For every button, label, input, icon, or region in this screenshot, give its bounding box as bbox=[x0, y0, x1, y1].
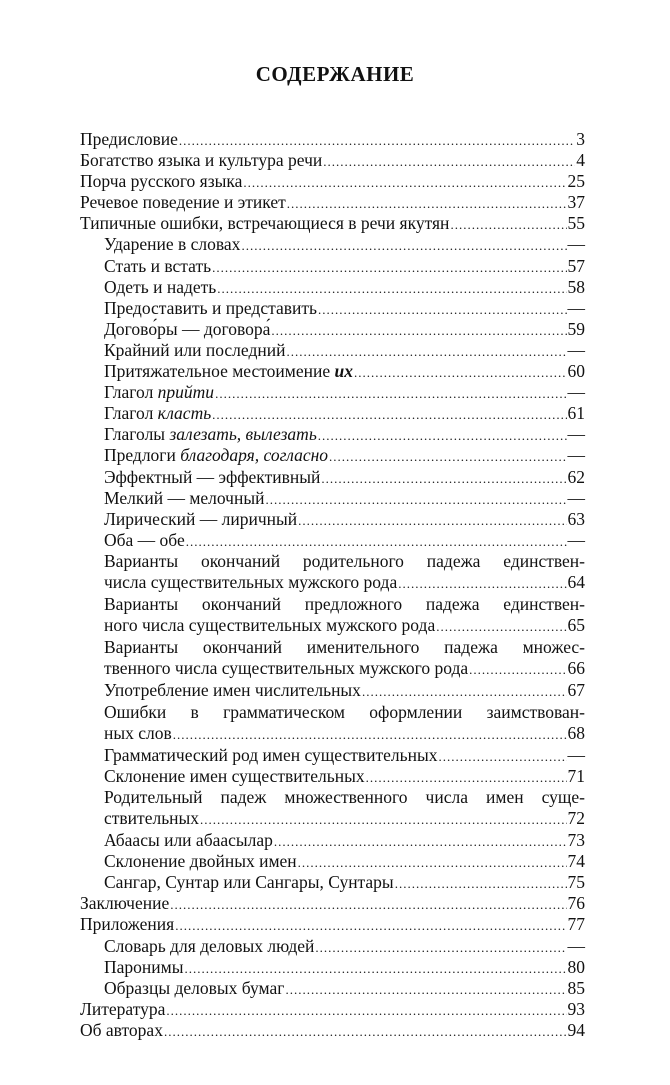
toc-entry[interactable] bbox=[80, 171, 585, 192]
toc-entry-title: Абаасы или абаасылар bbox=[104, 830, 273, 851]
page-number: 72 bbox=[567, 808, 585, 828]
toc-subentry[interactable] bbox=[104, 277, 585, 298]
page-number: 71 bbox=[567, 765, 585, 786]
page-number: 63 bbox=[567, 508, 585, 529]
dot-leader bbox=[318, 299, 567, 320]
page-number: — bbox=[567, 339, 585, 360]
dot-leader bbox=[318, 425, 567, 446]
page-number: 76 bbox=[567, 893, 585, 914]
toc-entry-title: Глагол прийти bbox=[104, 382, 215, 403]
dot-leader bbox=[164, 1021, 567, 1042]
toc-subentry[interactable] bbox=[104, 509, 585, 530]
toc-subentry[interactable] bbox=[104, 872, 585, 893]
dot-leader bbox=[354, 362, 566, 383]
toc-entry-title-line: Ошибки в грамматическом оформлении заимствован- bbox=[104, 701, 585, 722]
toc-subentry[interactable] bbox=[104, 319, 585, 340]
dot-leader bbox=[323, 151, 575, 172]
page-number: — bbox=[567, 744, 585, 765]
dot-leader bbox=[170, 894, 566, 915]
toc-entry-title: Мелкий — мелочный bbox=[104, 487, 265, 508]
toc-subentry[interactable] bbox=[104, 702, 585, 745]
page-number: 58 bbox=[567, 276, 585, 297]
toc-entry-title: Литература bbox=[80, 998, 166, 1019]
toc-entry[interactable] bbox=[80, 1020, 585, 1041]
toc-entry-title: Глаголы залезать, вылезать bbox=[104, 424, 317, 445]
toc-subentry[interactable] bbox=[104, 637, 585, 680]
dot-leader bbox=[173, 724, 567, 745]
dot-leader bbox=[215, 383, 566, 404]
toc-entry-title: Ударение в словах bbox=[104, 234, 241, 255]
page-number: 60 bbox=[567, 361, 585, 382]
toc-entry-title: Одеть и надеть bbox=[104, 276, 217, 297]
toc-subentry[interactable] bbox=[104, 551, 585, 594]
toc-entry-title: Порча русского языка bbox=[80, 171, 243, 192]
toc-subentry[interactable] bbox=[104, 830, 585, 851]
toc-entry-title: Оба — обе bbox=[104, 529, 185, 550]
toc-entry-title: Предлоги благодаря, согласно bbox=[104, 445, 329, 466]
toc-subentry[interactable] bbox=[104, 957, 585, 978]
toc-subentry[interactable] bbox=[104, 382, 585, 403]
toc-subentry[interactable] bbox=[104, 256, 585, 277]
toc-entry-title: числа существительных мужского рода bbox=[104, 571, 398, 592]
page-number: 85 bbox=[567, 977, 585, 998]
toc-entry-title: Типичные ошибки, встречающиеся в речи якутян bbox=[80, 213, 450, 234]
toc-subentry[interactable] bbox=[104, 234, 585, 255]
page-number: 62 bbox=[567, 466, 585, 487]
toc-subentry[interactable] bbox=[104, 787, 585, 830]
page-number: 67 bbox=[567, 680, 585, 701]
toc-subentry[interactable] bbox=[104, 594, 585, 637]
toc-entry-title: ствительных bbox=[104, 808, 200, 828]
toc-entry-title: Об авторах bbox=[80, 1019, 163, 1040]
dot-leader bbox=[436, 616, 566, 637]
dot-leader bbox=[184, 958, 566, 979]
dot-leader bbox=[186, 531, 567, 552]
dot-leader bbox=[450, 214, 566, 235]
toc-entry-title: Паронимы bbox=[104, 956, 184, 977]
page-title: СОДЕРЖАНИЕ bbox=[255, 62, 415, 86]
toc-entry-title: Речевое поведение и этикет bbox=[80, 192, 286, 213]
page-number: 4 bbox=[576, 150, 585, 171]
toc-entry-title-line: Варианты окончаний родительного падежа единствен- bbox=[104, 550, 585, 571]
toc-subentry[interactable] bbox=[104, 530, 585, 551]
toc-entry-title: Притяжательное местоимение их bbox=[104, 361, 354, 382]
page-number: 80 bbox=[567, 956, 585, 977]
dot-leader bbox=[274, 831, 567, 852]
toc-entry-title: Склонение имен существительных bbox=[104, 765, 365, 786]
dot-leader bbox=[315, 937, 566, 958]
dot-leader bbox=[243, 172, 566, 193]
toc-entry-title: Крайний или последний bbox=[104, 339, 286, 360]
toc-entry-title-line: Варианты окончаний предложного падежа единствен- bbox=[104, 594, 585, 615]
page-number: 75 bbox=[567, 872, 585, 893]
toc-subentry[interactable] bbox=[104, 445, 585, 466]
dot-leader bbox=[469, 659, 566, 680]
page-number: — bbox=[567, 487, 585, 508]
toc-entry-title: Употребление имен числительных bbox=[104, 680, 361, 701]
page-number: 65 bbox=[567, 615, 585, 636]
toc-subentry[interactable] bbox=[104, 403, 585, 424]
toc-subentry[interactable] bbox=[104, 361, 585, 382]
page-number: 61 bbox=[567, 403, 585, 424]
toc-subentry[interactable] bbox=[104, 467, 585, 488]
toc-subentry[interactable] bbox=[104, 340, 585, 361]
page-number: — bbox=[567, 935, 585, 956]
page-number: 64 bbox=[567, 571, 585, 592]
toc-entry-title: Приложения bbox=[80, 914, 175, 935]
dot-leader bbox=[398, 573, 566, 594]
toc-entry-title: Богатство языка и культура речи bbox=[80, 150, 323, 171]
page-number: 59 bbox=[567, 318, 585, 339]
toc-entry-title: Глагол класть bbox=[104, 403, 212, 424]
dot-leader bbox=[298, 852, 567, 873]
page-number: 68 bbox=[567, 722, 585, 743]
page-number: — bbox=[567, 445, 585, 466]
toc-entry[interactable] bbox=[80, 150, 585, 171]
toc-entry[interactable] bbox=[80, 129, 585, 150]
toc-subentry[interactable] bbox=[104, 298, 585, 319]
toc-entry-title-line: Родительный падеж множественного числа имен суще- bbox=[104, 786, 585, 807]
toc-subentry[interactable] bbox=[104, 680, 585, 701]
dot-leader bbox=[286, 341, 566, 362]
toc-entry-title: Заключение bbox=[80, 893, 170, 914]
toc-entry-italic-term: их bbox=[334, 361, 354, 382]
toc-entry-title: Эффектный — эффективный bbox=[104, 466, 321, 487]
toc-subentry[interactable] bbox=[104, 488, 585, 509]
dot-leader bbox=[285, 979, 566, 1000]
page-number: 73 bbox=[567, 830, 585, 851]
toc-entry-italic-term: класть bbox=[157, 403, 212, 424]
toc-subentry[interactable] bbox=[104, 978, 585, 999]
dot-leader bbox=[217, 278, 566, 299]
toc-entry-title: Словарь для деловых людей bbox=[104, 935, 315, 956]
dot-leader bbox=[212, 257, 566, 278]
toc-entry-title: Предоставить и представить bbox=[104, 297, 317, 318]
toc-entry-title: Догово́ры — договора́ bbox=[104, 318, 271, 339]
toc-entry[interactable] bbox=[80, 213, 585, 234]
toc-entry[interactable] bbox=[80, 999, 585, 1020]
toc-entry-title: Склонение двойных имен bbox=[104, 851, 297, 872]
page-number: — bbox=[567, 297, 585, 318]
toc-entry-title: Образцы деловых бумаг bbox=[104, 977, 285, 998]
toc-entry-title: Сангар, Сунтар или Сангары, Сунтары bbox=[104, 872, 394, 893]
toc-entry-title: ных слов bbox=[104, 722, 172, 743]
table-of-contents bbox=[0, 129, 670, 1041]
toc-entry-title: Грамматический род имен существительных bbox=[104, 744, 438, 765]
toc-subentry[interactable] bbox=[104, 745, 585, 766]
dot-leader bbox=[298, 510, 566, 531]
toc-entry-italic-term: благодаря, согласно bbox=[180, 445, 329, 466]
toc-subentry[interactable] bbox=[104, 766, 585, 787]
toc-entry-italic-term: прийти bbox=[157, 382, 215, 403]
toc-entry-title: Лирический — лиричный bbox=[104, 508, 298, 529]
toc-entry-title: Стать и встать bbox=[104, 255, 212, 276]
dot-leader bbox=[366, 767, 567, 788]
page-number: 94 bbox=[567, 1019, 585, 1040]
toc-subentry[interactable] bbox=[104, 936, 585, 957]
page-number: 93 bbox=[567, 998, 585, 1019]
toc-entry-title: ного числа существительных мужского рода bbox=[104, 615, 436, 636]
toc-entry-title: твенного числа существительных мужского рода bbox=[104, 658, 469, 679]
dot-leader bbox=[241, 235, 566, 256]
toc-entry-title-line: Варианты окончаний именительного падежа множес- bbox=[104, 637, 585, 658]
toc-entry[interactable] bbox=[80, 192, 585, 213]
dot-leader bbox=[287, 193, 567, 214]
dot-leader bbox=[212, 404, 566, 425]
page-number: 57 bbox=[567, 255, 585, 276]
toc-entry[interactable] bbox=[80, 893, 585, 914]
page-number: — bbox=[567, 234, 585, 255]
dot-leader bbox=[265, 489, 566, 510]
dot-leader bbox=[179, 130, 575, 151]
toc-entry-title: Предисловие bbox=[80, 129, 178, 149]
dot-leader bbox=[395, 873, 567, 894]
dot-leader bbox=[439, 746, 567, 767]
dot-leader bbox=[166, 1000, 566, 1021]
dot-leader bbox=[200, 809, 566, 830]
page-number: 55 bbox=[567, 213, 585, 234]
dot-leader bbox=[329, 446, 566, 467]
page-number: — bbox=[567, 382, 585, 403]
toc-entry[interactable] bbox=[80, 914, 585, 935]
toc-entry-italic-term: залезать, вылезать bbox=[169, 424, 317, 445]
dot-leader bbox=[271, 320, 566, 341]
page-number: — bbox=[567, 529, 585, 550]
dot-leader bbox=[321, 468, 566, 489]
dot-leader bbox=[362, 681, 567, 702]
toc-subentry[interactable] bbox=[104, 851, 585, 872]
page-number: 37 bbox=[567, 192, 585, 213]
page-number: 3 bbox=[576, 129, 585, 149]
page-number: 77 bbox=[567, 914, 585, 935]
page-number: 25 bbox=[567, 171, 585, 192]
toc-subentry[interactable] bbox=[104, 424, 585, 445]
page-number: — bbox=[567, 424, 585, 445]
page-number: 66 bbox=[567, 658, 585, 679]
page-number: 74 bbox=[567, 851, 585, 872]
dot-leader bbox=[175, 915, 566, 936]
